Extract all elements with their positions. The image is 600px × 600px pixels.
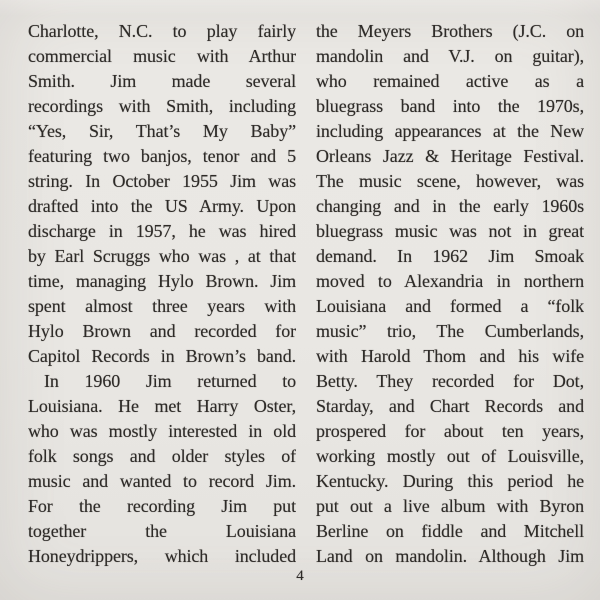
- text-line: moved to Alexandria in northern: [316, 271, 584, 291]
- text-line: Orleans Jazz & Heritage Festival.: [316, 146, 584, 166]
- text-line: bluegrass music was not in great: [316, 221, 584, 241]
- text-line: For the recording Jim put: [28, 496, 296, 516]
- text-line: the Meyers Brothers (J.C. on: [316, 21, 584, 41]
- text-line: Betty. They recorded for Dot,: [316, 371, 584, 391]
- text-line: who remained active as a: [316, 71, 584, 91]
- text-line: bluegrass band into the 1970s,: [316, 96, 584, 116]
- text-line: Louisiana. He met Harry Oster,: [28, 396, 296, 416]
- text-line: spent almost three years with: [28, 296, 296, 316]
- text-line: Capitol Records in Brown’s band.: [28, 346, 296, 366]
- text-columns: [28, 19, 584, 569]
- text-line: Kentucky. During this period he: [316, 471, 584, 491]
- text-line: discharge in 1957, he was hired: [28, 221, 296, 241]
- text-line: including appearances at the New: [316, 121, 584, 141]
- text-line: who was mostly interested in old: [28, 421, 296, 441]
- text-line: drafted into the US Army. Upon: [28, 196, 296, 216]
- text-line: Louisiana and formed a “folk: [316, 296, 584, 316]
- text-line: commercial music with Arthur: [28, 46, 296, 66]
- text-line: prospered for about ten years,: [316, 421, 584, 441]
- text-line: together the Louisiana: [28, 521, 296, 541]
- text-column-right: [316, 19, 584, 569]
- text-line: Charlotte, N.C. to play fairly: [28, 21, 296, 41]
- text-line: music” trio, The Cumberlands,: [316, 321, 584, 341]
- text-column-left: [28, 19, 296, 569]
- text-line: by Earl Scruggs who was , at that: [28, 246, 296, 266]
- text-line: Starday, and Chart Records and: [316, 396, 584, 416]
- text-line: mandolin and V.J. on guitar),: [316, 46, 584, 66]
- text-line: “Yes, Sir, That’s My Baby”: [28, 121, 296, 141]
- text-line: time, managing Hylo Brown. Jim: [28, 271, 296, 291]
- text-line: Berline on fiddle and Mitchell: [316, 521, 584, 541]
- text-line: string. In October 1955 Jim was: [28, 171, 296, 191]
- text-line: Honeydrippers, which included: [28, 546, 296, 566]
- text-line: demand. In 1962 Jim Smoak: [316, 246, 584, 266]
- text-line: featuring two banjos, tenor and 5: [28, 146, 296, 166]
- text-line: recordings with Smith, including: [28, 96, 296, 116]
- text-line: music and wanted to record Jim.: [28, 471, 296, 491]
- text-line: In 1960 Jim returned to: [44, 371, 296, 391]
- text-line: working mostly out of Louisville,: [316, 446, 584, 466]
- text-line: Smith. Jim made several: [28, 71, 296, 91]
- text-line: Land on mandolin. Although Jim: [316, 546, 584, 566]
- text-line: Hylo Brown and recorded for: [28, 321, 296, 341]
- text-line: folk songs and older styles of: [28, 446, 296, 466]
- text-line: with Harold Thom and his wife: [316, 346, 584, 366]
- text-line: changing and in the early 1960s: [316, 196, 584, 216]
- text-line: put out a live album with Byron: [316, 496, 584, 516]
- page-number: 4: [296, 568, 304, 584]
- text-line: The music scene, however, was: [316, 171, 584, 191]
